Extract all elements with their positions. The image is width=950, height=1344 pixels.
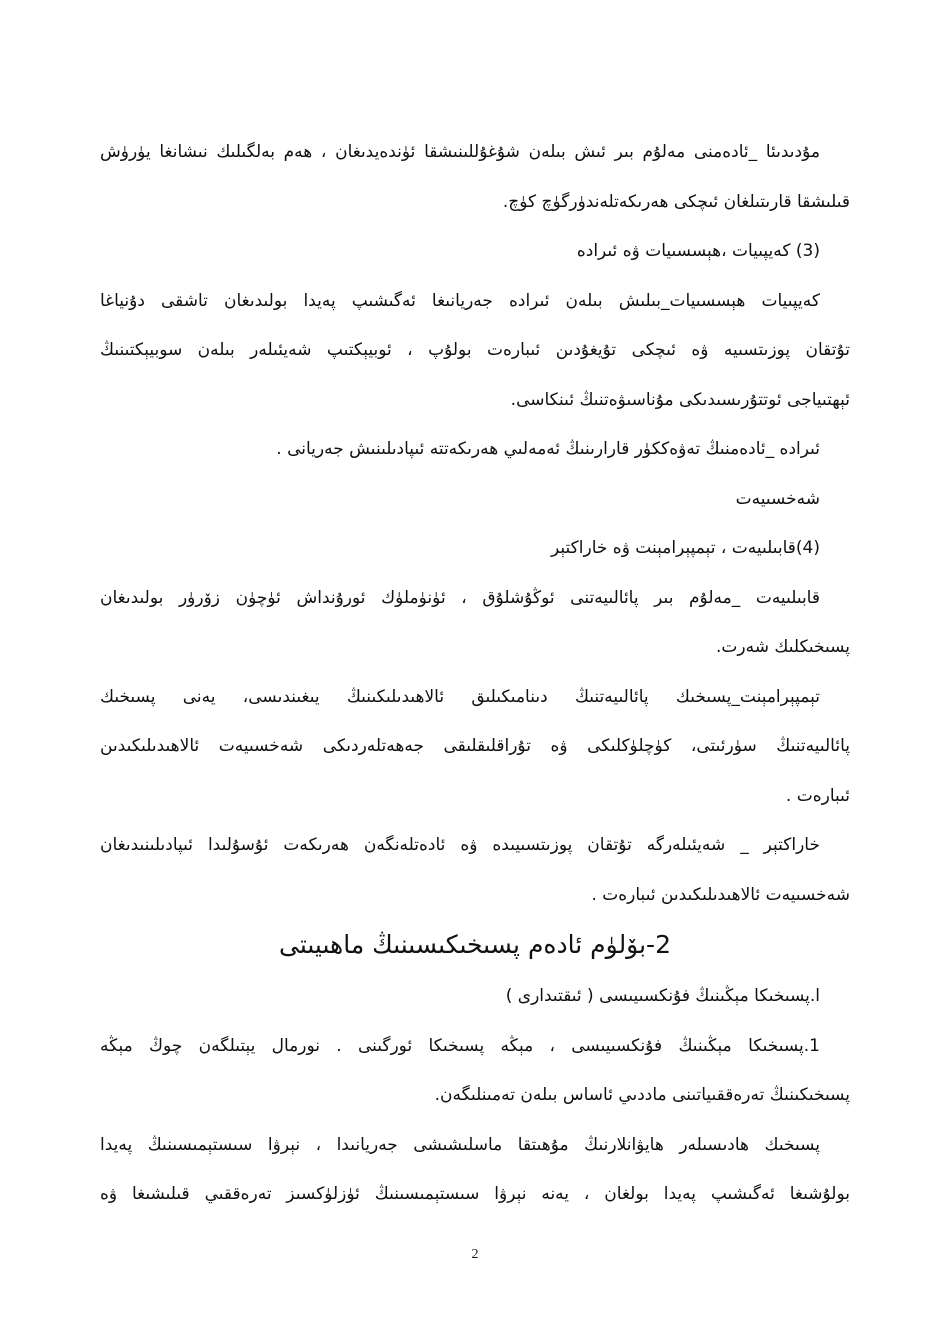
paragraph-line: پسىخىكىنىڭ تەرەققىياتىنى ماددىي ئاساس بىلەن تەمىنلىگەن. xyxy=(434,1085,850,1105)
paragraph-line: قابىلىيەت _مەلۇم بىر پائالىيەتنى ئوڭۇشلۇق ، ئۈنۈملۈك ئورۇنداش ئۈچۈن زۆرۈر بولىدىغان xyxy=(100,587,820,608)
subsection-title: ا.پسىخىكا مېڭىنىڭ فۇنكسىيىسى ( ئىقتىدارى ) xyxy=(505,986,820,1006)
paragraph-line: بولۇشىغا ئەگىشىپ پەيدا بولغان ، يەنە نېرۋا سىستېمىسىنىڭ ئۈزلۈكسىز تەرەققىي قىلىشىغا ۋە xyxy=(100,1184,850,1204)
paragraph-line: خاراكتېر _ شەيئىلەرگە تۇتقان پوزىتسىيىدە ۋە ئادەتلەنگەن ھەرىكەت ئۇسۇلىدا ئىپادىلىنىدىغان xyxy=(100,835,820,855)
section-heading: 2-بۆلۈم ئادەم پسىخىكىسىنىڭ ماھىيىتى xyxy=(279,930,671,959)
page-number: 2 xyxy=(471,1247,479,1262)
paragraph-line: پسىخىكلىك شەرت. xyxy=(716,637,850,657)
paragraph-line: قىلىشقا قارىتىلغان ئىچكى ھەرىكەتلەندۈرگۈچ كۈچ. xyxy=(502,191,850,212)
paragraph-line: ئىبارەت . xyxy=(785,785,850,806)
paragraph-line: پائالىيەتنىڭ سۈرئىتى، كۈچلۈكلىكى ۋە تۇراقلىقلىقى جەھەتلەردىكى شەخسىيەت ئالاھىدىلىكىدىن xyxy=(100,736,850,756)
paragraph-line: تۇتقان پوزىتسىيە ۋە ئىچكى تۇيغۇدىن ئىبارەت بولۇپ ، ئوبيېكتىپ شەيئىلەر بىلەن سوبيېكتىنىڭ xyxy=(100,340,850,360)
paragraph-line: 1.پسىخىكا مېڭىنىڭ فۇنكسىيىسى ، مېڭە پسىخىكا ئورگىنى . نورمال يېتىلگەن چوڭ مېڭە xyxy=(100,1035,820,1056)
paragraph-line: تېمپېرامېنت_پسىخىك پائالىيەتنىڭ دىنامىكىلىق ئالاھىدىلىكىنىڭ يىغىندىسى، يەنى پسىخىك xyxy=(100,686,820,707)
paragraph-line: مۇدىدىئا _ئادەمنى مەلۇم بىر ئىش بىلەن شۇغۇللىنىشقا ئۈندەيدىغان ، ھەم بەلگىلىك نىشانغا يۈرۈش xyxy=(100,142,820,162)
paragraph-line: كەيپىيات ھېسسىيات_بىلىش بىلەن ئىرادە جەريانىغا ئەگىشىپ پەيدا بولىدىغان تاشقى دۇنياغا xyxy=(100,290,820,311)
paragraph-line: ئىرادە _ئادەمنىڭ تەۋەككۈر قارارىنىڭ ئەمەلىي ھەرىكەتتە ئىپادىلىنىش جەريانى . xyxy=(276,439,820,459)
paragraph-line: شەخسىيەت ئالاھىدىلىكىدىن ئىبارەت . xyxy=(591,884,850,905)
paragraph-line: ئېھتىياجى ئوتتۇرىسىدىكى مۇناسىۋەتنىڭ ئىنكاسى. xyxy=(510,389,850,410)
document-page xyxy=(100,128,850,1220)
subsection-title: (3) كەيپىيات ،ھېسسىيات ۋە ئىرادە xyxy=(576,241,820,261)
paragraph-line: شەخسىيەت xyxy=(735,488,820,509)
subsection-title: (4)قابىلىيەت ، تېمپېرامېنت ۋە خاراكتېر xyxy=(551,538,820,558)
paragraph-line: پسىخىك ھادىسىلەر ھايۋانلارنىڭ مۇھىتقا ماسلىشىشى جەريانىدا ، نېرۋا سىستېمىسىنىڭ پەيدا xyxy=(100,1134,820,1155)
